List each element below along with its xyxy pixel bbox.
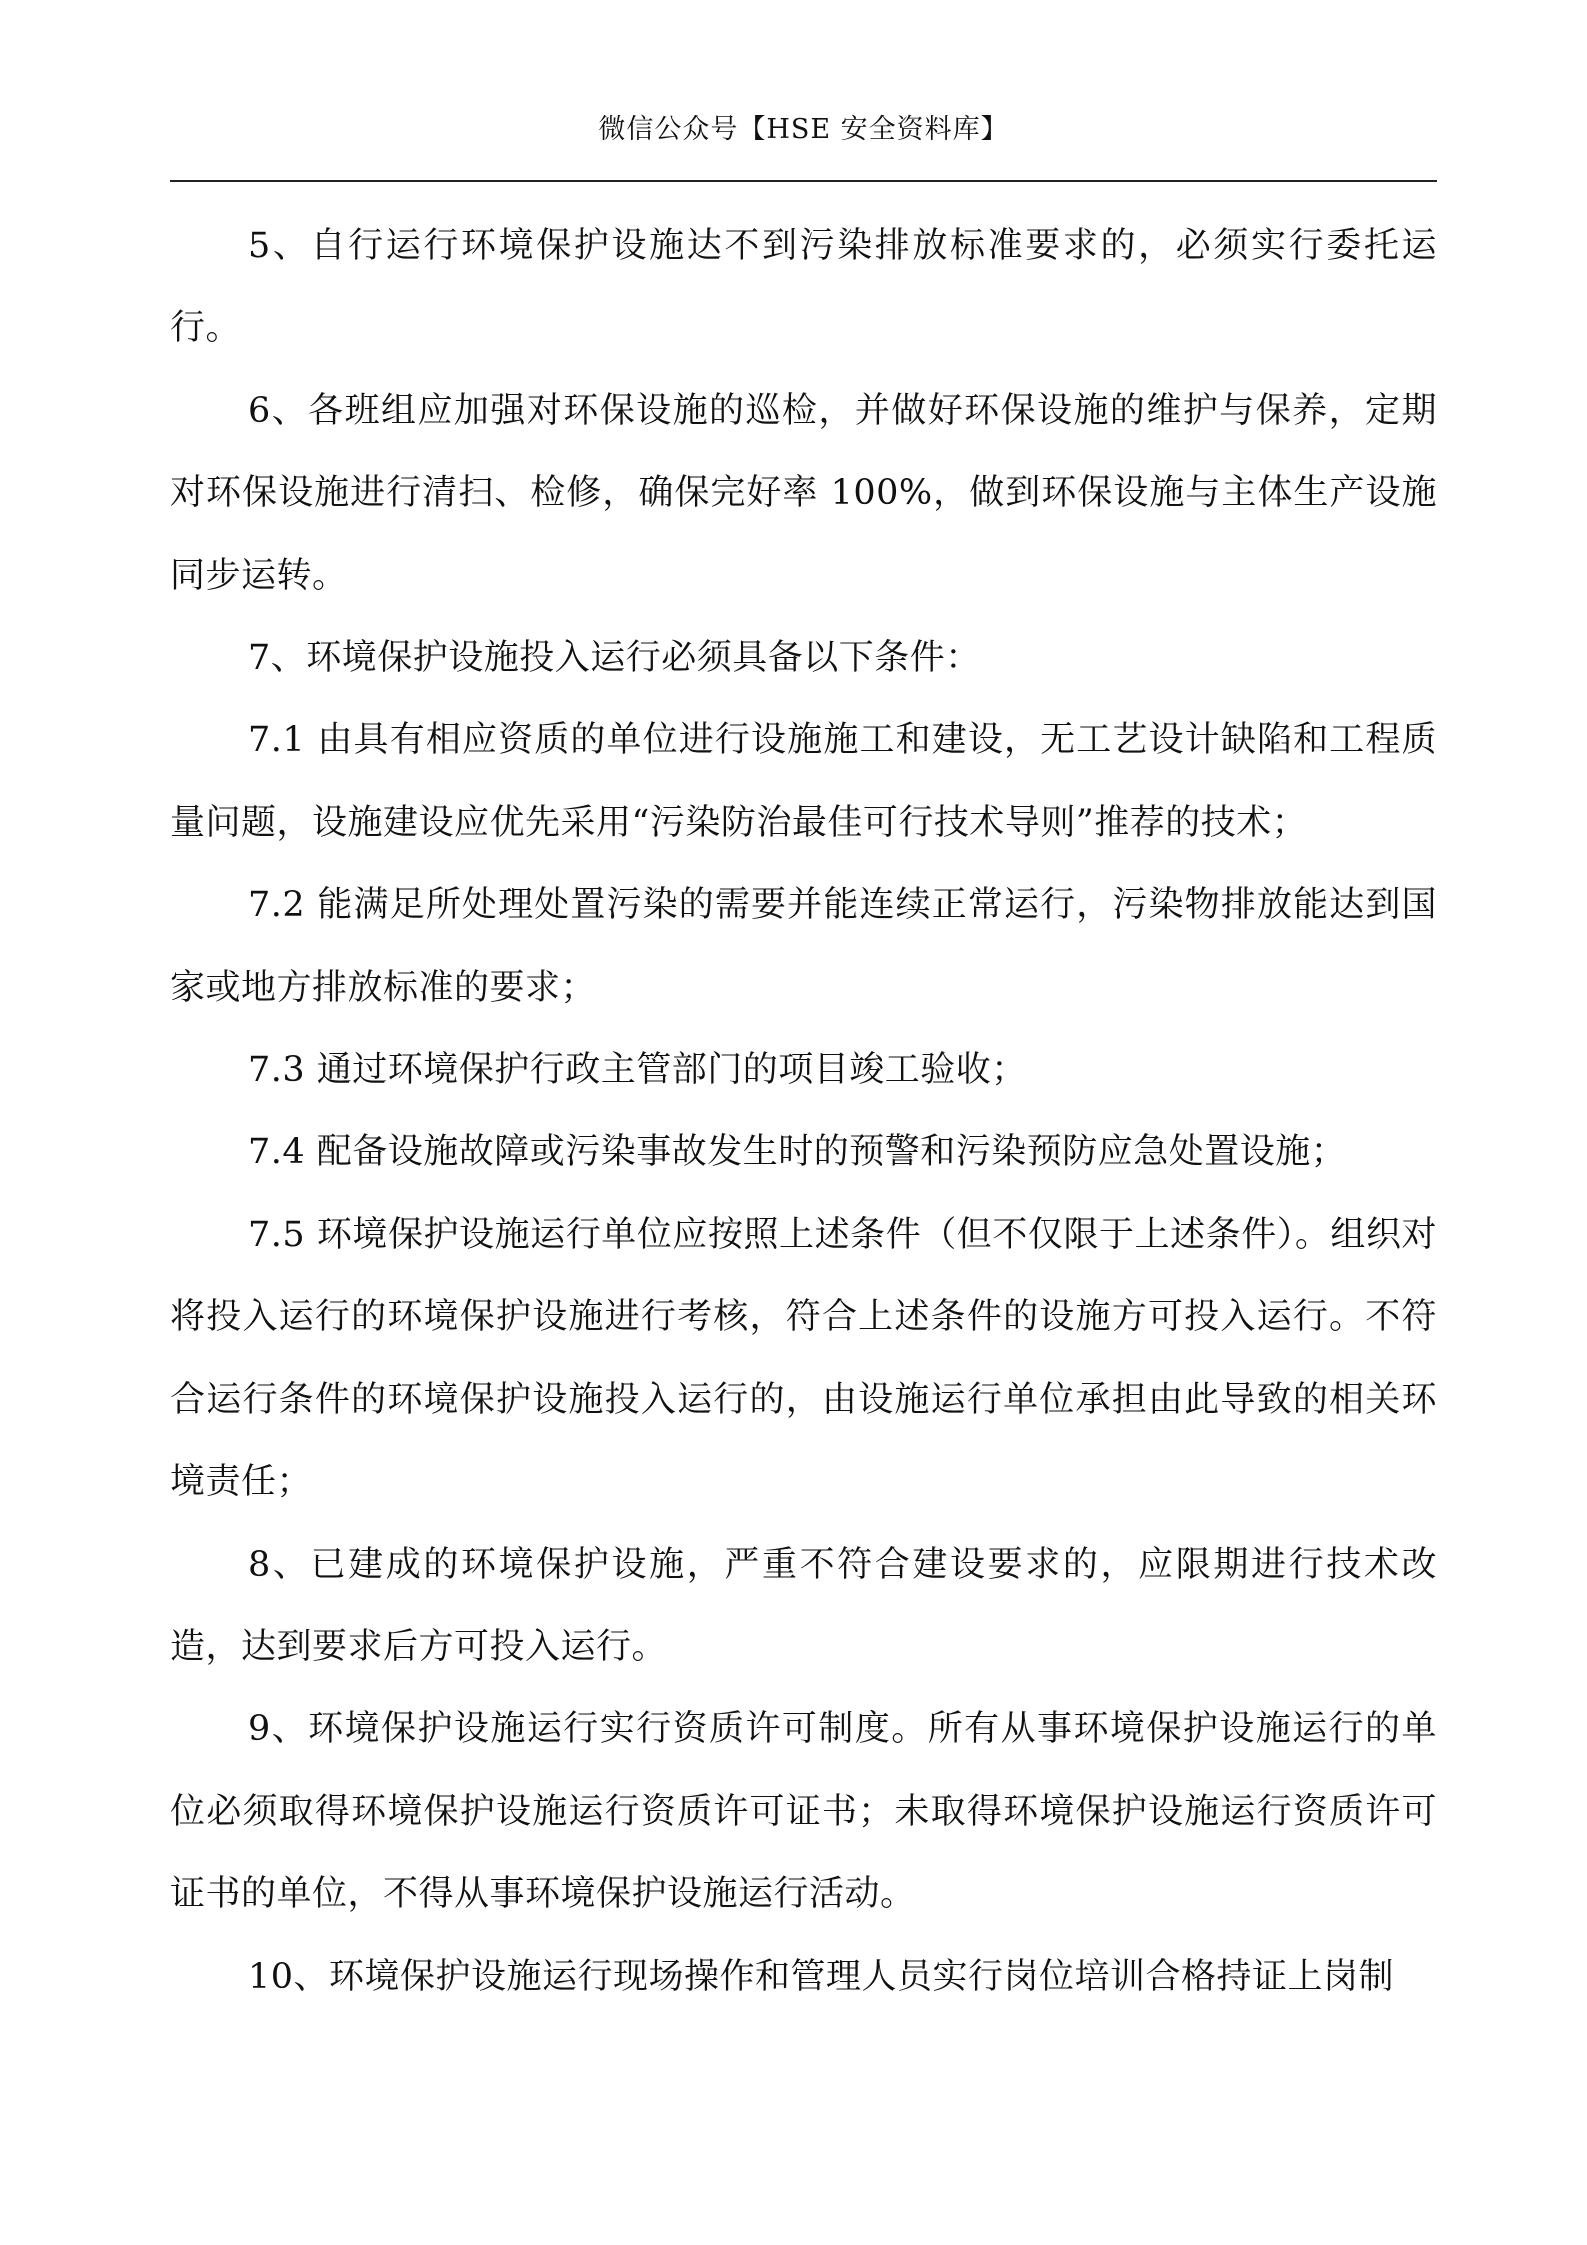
paragraph-item-8: 8、已建成的环境保护设施，严重不符合建设要求的，应限期进行技术改造，达到要求后方可投入运行。 <box>170 1544 1437 1667</box>
paragraph-item-7-5: 7.5 环境保护设施运行单位应按照上述条件（但不仅限于上述条件）。组织对将投入运行的环境保护设施进行考核，符合上述条件的设施方可投入运行。不符合运行条件的环境保护设施投入运行的，由设施运行单位承担由此导致的相关环境责任； <box>170 1214 1437 1503</box>
paragraph-item-9: 9、环境保护设施运行实行资质许可制度。所有从事环境保护设施运行的单位必须取得环境保护设施运行资质许可证书；未取得环境保护设施运行资质许可证书的单位，不得从事环境保护设施运行活动。 <box>170 1709 1437 1915</box>
header-divider <box>170 180 1437 182</box>
paragraph-item-7: 7、环境保护设施投入运行必须具备以下条件： <box>248 638 981 679</box>
paragraph-item-7-2: 7.2 能满足所处理处置污染的需要并能连续正常运行，污染物排放能达到国家或地方排放标准的要求； <box>170 885 1437 1008</box>
document-body <box>170 205 1437 2018</box>
paragraph-item-7-1: 7.1 由具有相应资质的单位进行设施施工和建设，无工艺设计缺陷和工程质量问题，设施建设应优先采用“污染防治最佳可行技术导则”推荐的技术； <box>170 720 1437 843</box>
paragraph-item-5: 5、自行运行环境保护设施达不到污染排放标准要求的，必须实行委托运行。 <box>170 226 1437 349</box>
paragraph-item-6: 6、各班组应加强对环保设施的巡检，并做好环保设施的维护与保养，定期对环保设施进行清扫、检修，确保完好率 100%，做到环保设施与主体生产设施同步运转。 <box>170 390 1437 596</box>
paragraph-item-7-4: 7.4 配备设施故障或污染事故发生时的预警和污染预防应急处置设施； <box>248 1132 1347 1173</box>
paragraph-item-7-3: 7.3 通过环境保护行政主管部门的项目竣工验收； <box>248 1050 1027 1091</box>
page-header: 微信公众号【HSE 安全资料库】 <box>598 114 1009 145</box>
paragraph-item-10: 10、环境保护设施运行现场操作和管理人员实行岗位培训合格持证上岗制 <box>248 1956 1395 1997</box>
